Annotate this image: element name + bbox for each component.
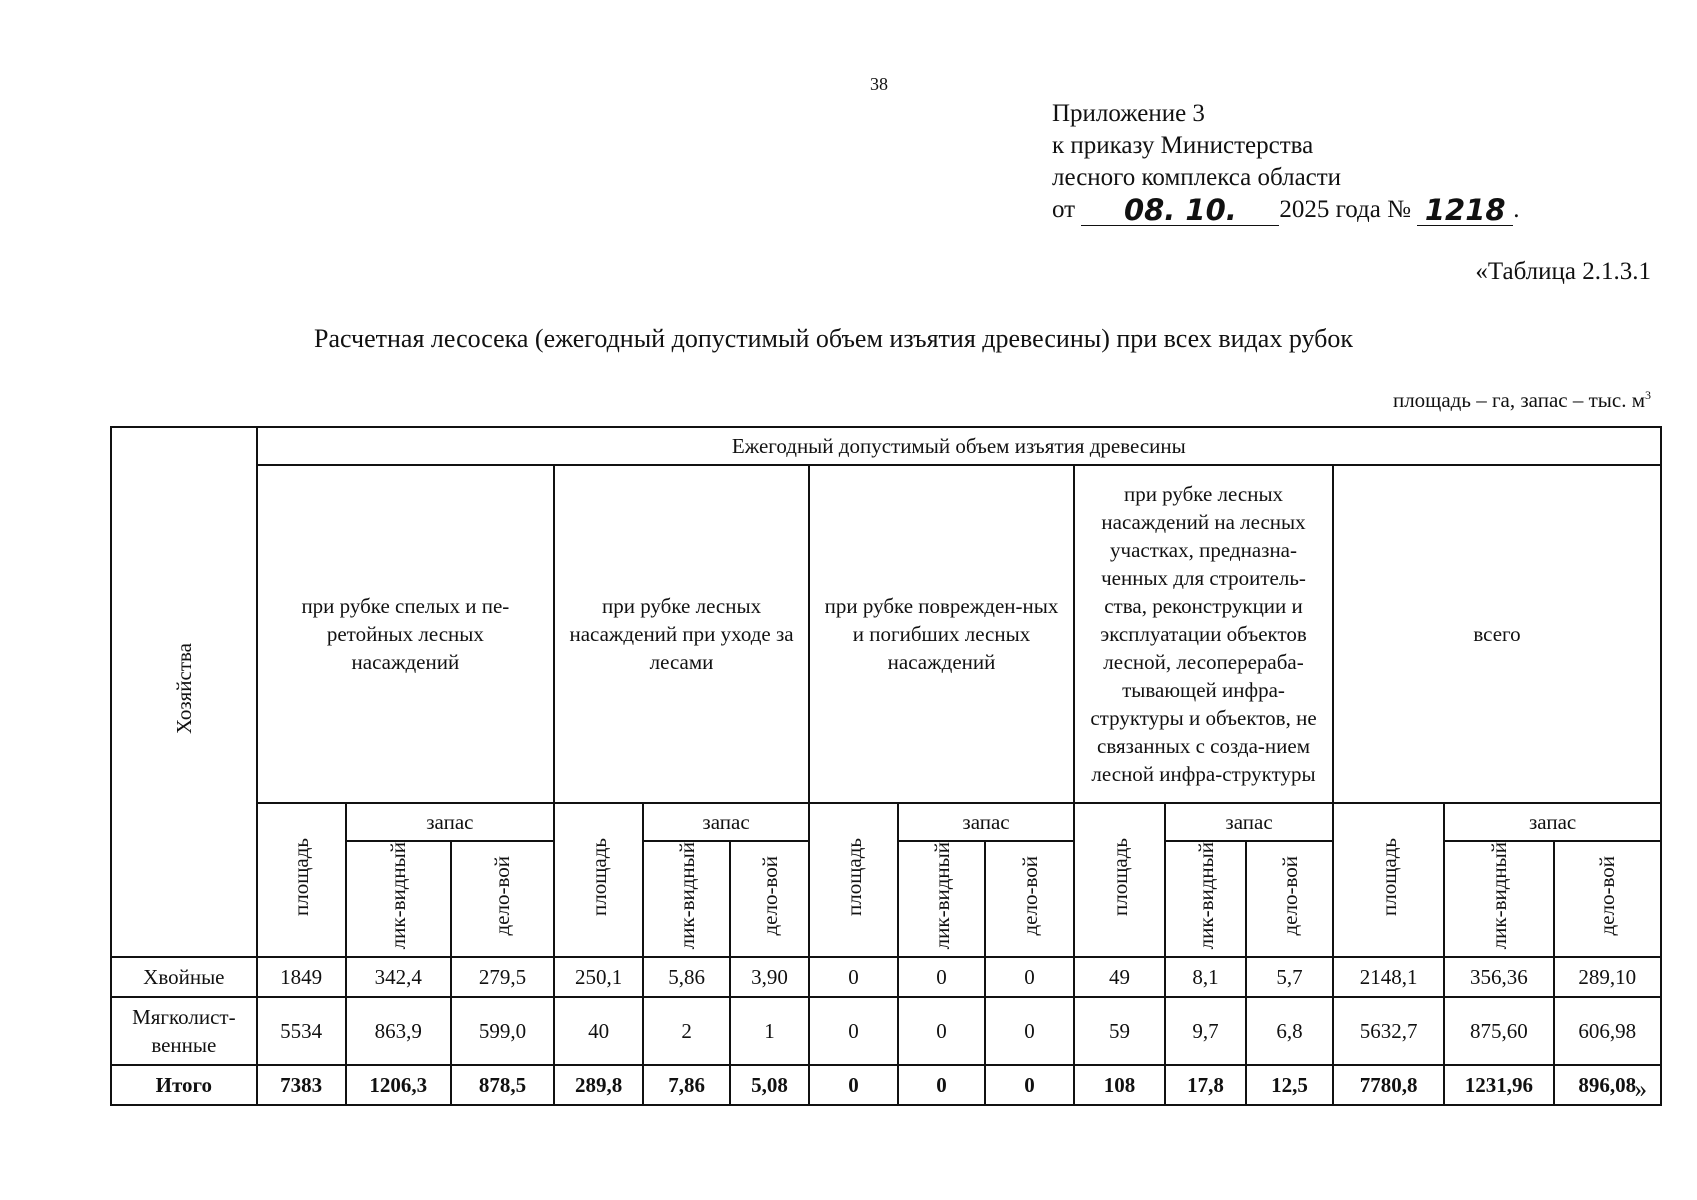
group-header-construction: при рубке лесных насаждений на лесных участках, предназна-ченных для строитель-ства, реконструкции и эксплуатации объектов лесной, лесоперераба-тывающей инфра-структуры и объектов, не связанных с созда-нием лесной инфра-структуры [1074,465,1333,803]
sub-header-liquid [346,841,451,957]
cell: 40 [554,997,643,1065]
appendix-block [1052,98,1519,226]
appendix-date-line [1052,194,1519,226]
cell: 289,10 [1554,957,1661,997]
cell: 12,5 [1246,1065,1333,1105]
area-label: площадь [586,837,611,916]
cell: 0 [985,957,1074,997]
cell: 6,8 [1246,997,1333,1065]
handwritten-date: 08. 10. [1123,193,1237,227]
cell: 896,08 [1554,1065,1661,1105]
sub-header-stock: запас [643,803,809,841]
units-note [1393,388,1651,413]
sub-header-area [554,803,643,957]
commercial-label: дело-вой [1017,855,1042,936]
cell: 0 [809,997,898,1065]
cell: 356,36 [1444,957,1553,997]
date-prefix: от [1052,196,1076,223]
area-label: площадь [841,837,866,916]
row-name: Хвойные [111,957,257,997]
order-number-field [1417,194,1513,226]
sub-header-liquid [1444,841,1553,957]
cell: 1206,3 [346,1065,451,1105]
cell: 875,60 [1444,997,1553,1065]
sub-header-area [1333,803,1444,957]
cell: 0 [898,997,985,1065]
area-label: площадь [1107,837,1132,916]
cell: 606,98 [1554,997,1661,1065]
cell: 0 [898,957,985,997]
cell: 1231,96 [1444,1065,1553,1105]
document-title: Расчетная лесосека (ежегодный допустимый объем изъятия древесины) при всех видах рубок [314,324,1353,353]
area-label: площадь [1376,837,1401,916]
sub-header-liquid [1165,841,1246,957]
liquid-label: лик-видный [674,842,699,950]
cell: 5,08 [730,1065,809,1105]
row-header-cell [111,427,257,957]
cell: 17,8 [1165,1065,1246,1105]
sub-header-stock: запас [898,803,1074,841]
cell: 108 [1074,1065,1165,1105]
table-row [111,957,1661,997]
cell: 7,86 [643,1065,730,1105]
group-header-total: всего [1333,465,1661,803]
liquid-label: лик-видный [386,842,411,950]
cell: 279,5 [451,957,554,997]
sub-header-area [257,803,346,957]
cell: 9,7 [1165,997,1246,1065]
row-name: Мягколист-венные [111,997,257,1065]
total-label: Итого [111,1065,257,1105]
handwritten-order-number: 1218 [1424,193,1506,227]
total-row [111,1065,1661,1105]
cell: 250,1 [554,957,643,997]
cell: 5632,7 [1333,997,1444,1065]
liquid-label: лик-видный [929,842,954,950]
sub-header-commercial [1554,841,1661,957]
appendix-line-1: Приложение 3 [1052,100,1205,127]
cell: 1849 [257,957,346,997]
logging-volume-table [110,426,1662,1106]
cell: 342,4 [346,957,451,997]
sub-header-area [1074,803,1165,957]
cell: 0 [985,997,1074,1065]
cell: 0 [809,1065,898,1105]
cell: 49 [1074,957,1165,997]
page-number: 38 [870,74,888,94]
sub-header-commercial [985,841,1074,957]
group-header-damaged: при рубке поврежден-ных и погибших лесных насаждений [809,465,1074,803]
sub-header-commercial [1246,841,1333,957]
cell: 5,86 [643,957,730,997]
sub-header-stock: запас [1165,803,1333,841]
cell: 3,90 [730,957,809,997]
row-header-label: Хозяйства [171,643,196,735]
cell: 7383 [257,1065,346,1105]
cell: 0 [898,1065,985,1105]
sub-header-stock: запас [346,803,554,841]
units-text: площадь – га, запас – тыс. м [1392,388,1645,412]
cell: 0 [985,1065,1074,1105]
date-field [1081,194,1279,226]
appendix-line-3: лесного комплекса области [1052,164,1342,191]
sub-header-area [809,803,898,957]
cell: 0 [809,957,898,997]
units-superscript: 3 [1645,388,1651,402]
cell: 5,7 [1246,957,1333,997]
commercial-label: дело-вой [1277,855,1302,936]
cell: 289,8 [554,1065,643,1105]
cell: 59 [1074,997,1165,1065]
area-label: площадь [289,837,314,916]
sub-header-commercial [451,841,554,957]
commercial-label: дело-вой [1595,855,1620,936]
cell: 2 [643,997,730,1065]
sub-header-liquid [643,841,730,957]
appendix-line-2: к приказу Министерства [1052,132,1314,159]
cell: 7780,8 [1333,1065,1444,1105]
cell: 8,1 [1165,957,1246,997]
commercial-label: дело-вой [490,855,515,936]
cell: 1 [730,997,809,1065]
cell: 5534 [257,997,346,1065]
cell: 878,5 [451,1065,554,1105]
sub-header-stock: запас [1444,803,1661,841]
table-number: «Таблица 2.1.3.1 [1475,258,1651,285]
top-header: Ежегодный допустимый объем изъятия древесины [257,427,1661,465]
sub-header-commercial [730,841,809,957]
order-tail: . [1513,196,1520,223]
cell: 2148,1 [1333,957,1444,997]
date-suffix: 2025 года № [1279,196,1411,223]
closing-quote: » [1634,1076,1647,1103]
sub-header-liquid [898,841,985,957]
liquid-label: лик-видный [1486,842,1511,950]
commercial-label: дело-вой [757,855,782,936]
group-header-thinning: при рубке лесных насаждений при уходе за лесами [554,465,809,803]
liquid-label: лик-видный [1193,842,1218,950]
cell: 863,9 [346,997,451,1065]
cell: 599,0 [451,997,554,1065]
group-header-mature: при рубке спелых и пе-ретойных лесных насаждений [257,465,554,803]
table-row [111,997,1661,1065]
